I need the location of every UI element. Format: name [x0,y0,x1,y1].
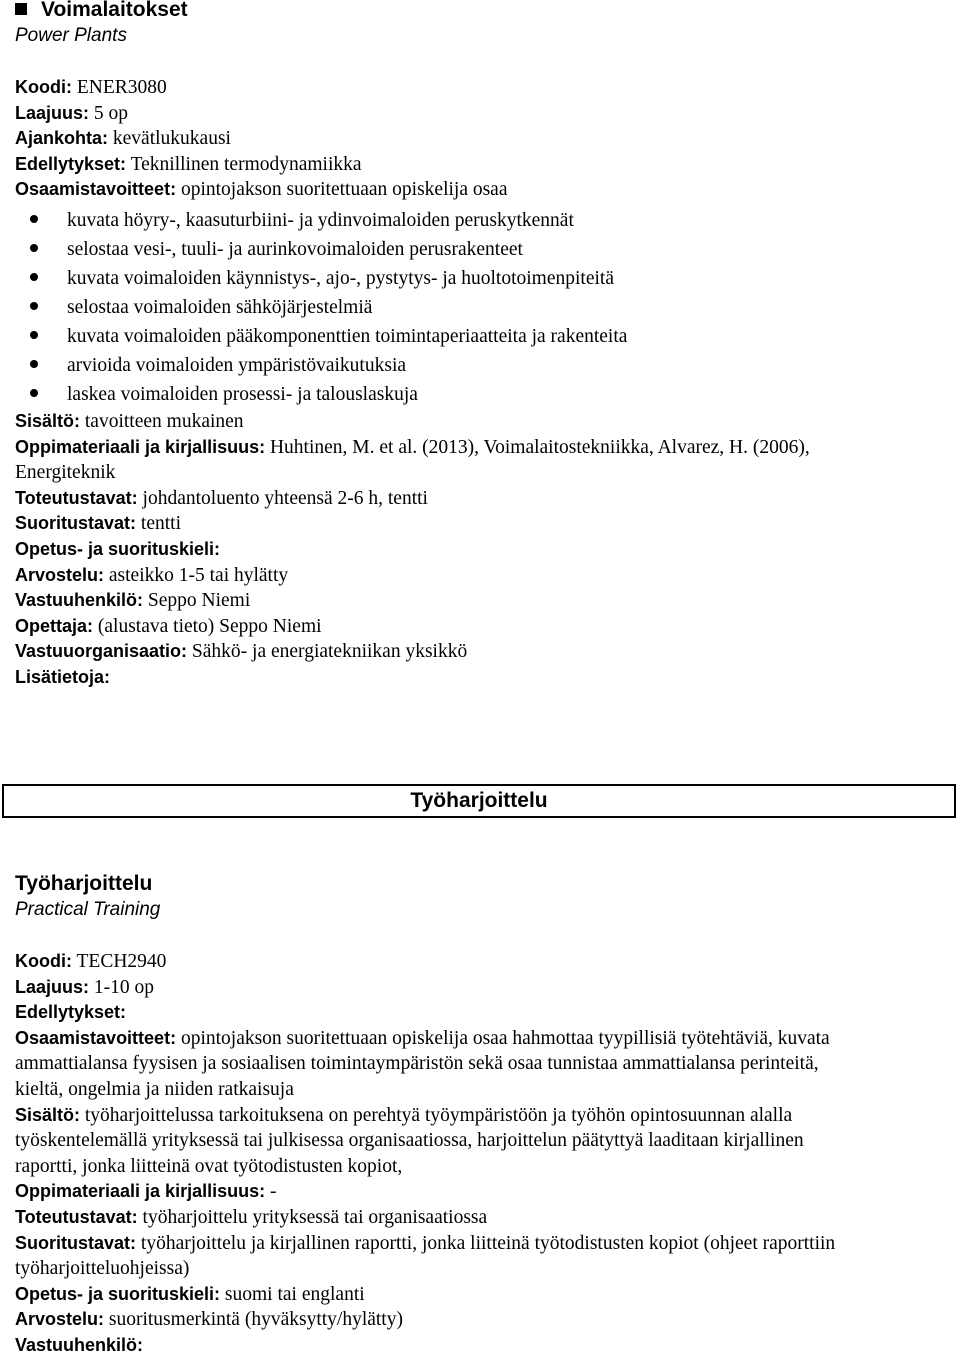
field-oppimateriaali: Oppimateriaali ja kirjallisuus: Huhtinen, M. et al. (2013), Voimalaitostekniikka, Alvarez, H. (2006), [15,436,810,458]
field-osaamistavoitteet: Osaamistavoitteet: opintojakson suoritettuaan opiskelija osaa [15,179,508,201]
field-oppimateriaali: Oppimateriaali ja kirjallisuus: - [15,1181,277,1203]
field-edellytykset: Edellytykset: Teknillinen termodynamiikka [15,153,362,175]
field-laajuus: Laajuus: 5 op [15,102,129,124]
field-arvostelu: Arvostelu: asteikko 1-5 tai hylätty [15,564,289,586]
field-arvostelu: Arvostelu: suoritusmerkintä (hyväksytty/hylätty) [15,1309,403,1331]
field-koodi: Koodi: ENER3080 [15,77,167,98]
field-suoritustavat: Suoritustavat: tentti [15,513,181,535]
field-osaamistavoitteet-cont: ammattialansa fyysisen ja sosiaalisen toimintaympäristön sekä osaa tunnistaa ammattialansa perinteitä, [15,1053,819,1075]
field-oppimateriaali-cont: Energiteknik [15,462,116,484]
field-sisalto-cont: työskentelemällä yrityksessä tai julkisessa organisaatiossa, harjoittelun päätyttyä laaditaan kirjallinen [15,1130,804,1152]
section-banner: Työharjoittelu [2,784,956,818]
list-item: kuvata voimaloiden käynnistys-, ajo-, pystytys- ja huoltotoimenpiteitä [15,264,945,293]
field-laajuus: Laajuus: 1-10 op [15,976,155,998]
field-osaamistavoitteet-cont: kieltä, ongelmia ja niiden ratkaisuja [15,1078,294,1100]
field-vastuuorganisaatio: Vastuuorganisaatio: Sähkö- ja energiatekniikan yksikkö [15,641,468,663]
field-osaamistavoitteet: Osaamistavoitteet: opintojakson suoritettuaan opiskelija osaa hahmottaa tyypillisiä työtehtäviä, kuvata [15,1027,830,1049]
square-bullet-icon [15,3,27,15]
course-subtitle: Power Plants [15,25,127,46]
field-kieli: Opetus- ja suorituskieli: suomi tai englanti [15,1283,365,1305]
field-kieli: Opetus- ja suorituskieli: [15,538,221,559]
section-heading [15,0,945,23]
course-title: Voimalaitokset [41,0,188,21]
field-opettaja: Opettaja: (alustava tieto) Seppo Niemi [15,615,322,637]
list-item: laskea voimaloiden prosessi- ja talouslaskuja [15,380,945,409]
field-edellytykset: Edellytykset: [15,1002,127,1023]
list-item: selostaa vesi-, tuuli- ja aurinkovoimaloiden perusrakenteet [15,235,945,264]
field-suoritustavat-cont: työharjoitteluohjeissa) [15,1258,190,1280]
list-item: kuvata höyry-, kaasuturbiini- ja ydinvoimaloiden peruskytkennät [15,206,945,235]
list-item: arvioida voimaloiden ympäristövaikutuksia [15,351,945,380]
list-item: selostaa voimaloiden sähköjärjestelmiä [15,293,945,322]
field-koodi: Koodi: TECH2940 [15,951,167,972]
field-ajankohta: Ajankohta: kevätlukukausi [15,128,231,150]
field-toteutustavat: Toteutustavat: johdantoluento yhteensä 2-6 h, tentti [15,487,428,509]
field-vastuuhenkilo: Vastuuhenkilö: [15,1334,144,1355]
field-vastuuhenkilo: Vastuuhenkilö: Seppo Niemi [15,590,251,612]
course-tyoharjoittelu [15,871,945,1359]
list-item: kuvata voimaloiden pääkomponenttien toimintaperiaatteita ja rakenteita [15,322,945,351]
field-suoritustavat: Suoritustavat: työharjoittelu ja kirjallinen raportti, jonka liitteinä työtodistusten kopiot (ohjeet raporttiin [15,1232,836,1254]
course-voimalaitokset [15,0,945,691]
course-title: Työharjoittelu [15,872,153,895]
field-sisalto: Sisältö: tavoitteen mukainen [15,410,244,432]
field-sisalto: Sisältö: työharjoittelussa tarkoituksena on perehtyä työympäristöön ja työhön opintosuunnan alalla [15,1104,793,1126]
field-toteutustavat: Toteutustavat: työharjoittelu yrityksessä tai organisaatiossa [15,1206,488,1228]
learning-outcomes-list [15,206,945,409]
field-sisalto-cont: raportti, jonka liitteinä ovat työtodistusten kopiot, [15,1155,403,1177]
course-subtitle: Practical Training [15,899,161,920]
field-lisatietoja: Lisätietoja: [15,666,111,687]
